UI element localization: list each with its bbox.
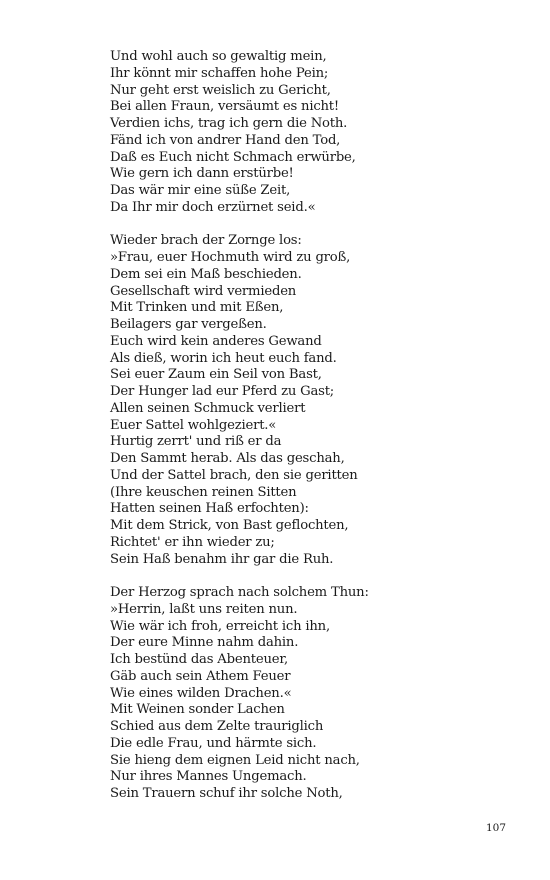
verse-line: Fänd ich von andrer Hand den Tod, — [110, 132, 341, 148]
stanza — [110, 49, 530, 217]
verse-line: Gäb auch sein Athem Feuer — [110, 668, 291, 684]
verse-line: Sein Trauern schuf ihr solche Noth, — [110, 786, 343, 801]
verse-line: Euer Sattel wohlgeziert.« — [110, 417, 277, 433]
verse-line: Als dieß, worin ich heut euch fand. — [110, 350, 337, 366]
verse-line: Und wohl auch so gewaltig mein, — [110, 49, 327, 64]
verse-line: Wie gern ich dann erstürbe! — [110, 166, 294, 182]
verse-line: Ich bestünd das Abenteuer, — [110, 652, 288, 667]
poem-text — [110, 49, 530, 820]
verse-line: Dem sei ein Maß beschieden. — [110, 266, 302, 282]
verse-line: Sie hieng dem eignen Leid nicht nach, — [110, 752, 360, 768]
stanza — [110, 233, 530, 568]
verse-line: Beilagers gar vergeßen. — [110, 317, 267, 332]
verse-line: Der Hunger lad eur Pferd zu Gast; — [110, 384, 335, 399]
verse-line: Da Ihr mir doch erzürnet seid.« — [110, 199, 316, 215]
verse-line: Wieder brach der Zornge los: — [110, 233, 302, 249]
verse-line: Den Sammt herab. Als das geschah, — [110, 451, 345, 466]
verse-line: (Ihre keuschen reinen Sitten — [110, 484, 297, 500]
verse-line: Schied aus dem Zelte trauriglich — [110, 719, 324, 734]
verse-line: Wie eines wilden Drachen.« — [110, 685, 292, 701]
verse-line: Verdien ichs, trag ich gern die Noth. — [110, 116, 348, 131]
verse-line: Allen seinen Schmuck verliert — [110, 400, 306, 416]
page-number: 107 — [486, 822, 507, 834]
verse-line: Wie wär ich froh, erreicht ich ihn, — [110, 618, 330, 634]
verse-line: Richtet' er ihn wieder zu; — [110, 534, 275, 550]
verse-line: Gesellschaft wird vermieden — [110, 283, 297, 299]
verse-line: Bei allen Fraun, versäumt es nicht! — [110, 99, 340, 115]
verse-line: Hurtig zerrt' und riß er da — [110, 434, 282, 450]
verse-line: Daß es Euch nicht Schmach erwürbe, — [110, 149, 356, 165]
verse-line: »Herrin, laßt uns reiten nun. — [110, 601, 298, 617]
verse-line: Mit dem Strick, von Bast geflochten, — [110, 518, 349, 533]
verse-line: Nur ihres Mannes Ungemach. — [110, 769, 307, 785]
verse-line: Der eure Minne nahm dahin. — [110, 635, 299, 651]
verse-line: Euch wird kein anderes Gewand — [110, 333, 322, 349]
verse-line: Nur geht erst weislich zu Gericht, — [110, 82, 331, 98]
verse-line: Sein Haß benahm ihr gar die Ruh. — [110, 551, 334, 567]
verse-line: Ihr könnt mir schaffen hohe Pein; — [110, 65, 329, 81]
stanza — [110, 585, 530, 803]
verse-line: Und der Sattel brach, den sie geritten — [110, 467, 358, 483]
verse-line: Der Herzog sprach nach solchem Thun: — [110, 585, 369, 600]
verse-line: Das wär mir eine süße Zeit, — [110, 183, 291, 198]
verse-line: Hatten seinen Haß erfochten): — [110, 501, 309, 517]
verse-line: Mit Trinken und mit Eßen, — [110, 300, 284, 316]
verse-line: Mit Weinen sonder Lachen — [110, 702, 285, 718]
verse-line: Sei euer Zaum ein Seil von Bast, — [110, 367, 322, 383]
verse-line: »Frau, euer Hochmuth wird zu groß, — [110, 250, 351, 265]
verse-line: Die edle Frau, und härmte sich. — [110, 735, 317, 751]
